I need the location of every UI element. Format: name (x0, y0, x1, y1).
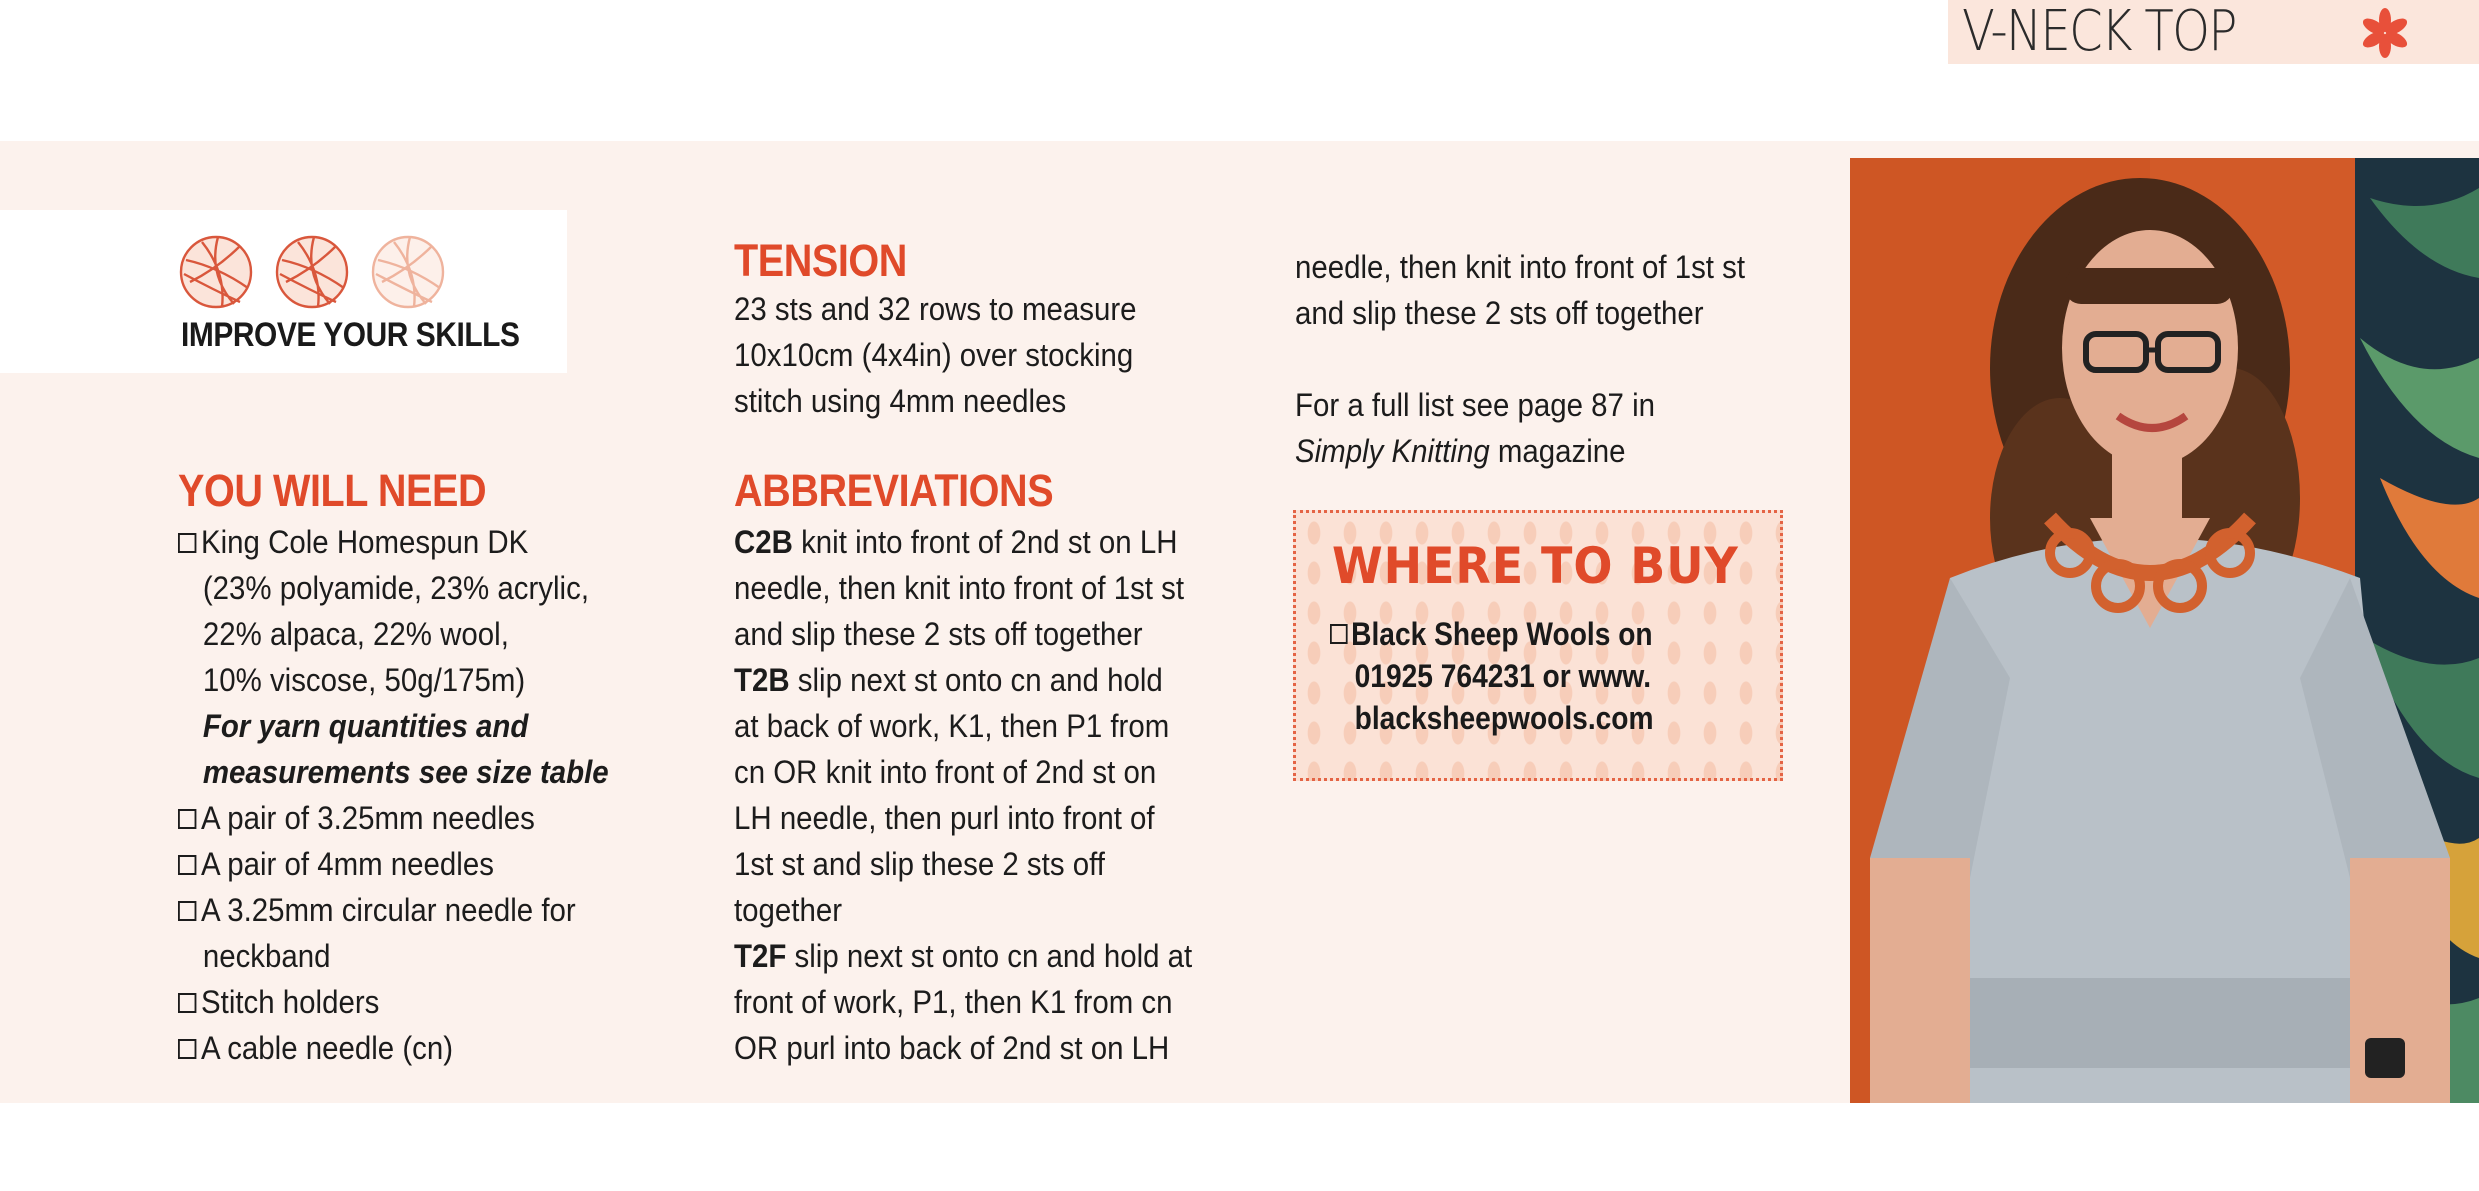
checkbox-icon (178, 533, 196, 553)
checkbox-icon (1330, 624, 1348, 644)
where-to-buy-box (1293, 510, 1783, 781)
tension-line: stitch using 4mm needles (734, 383, 1067, 419)
list-item: A pair of 4mm needles (178, 841, 609, 887)
list-item: A cable needle (cn) (178, 1025, 609, 1071)
abbreviation-line: front of work, P1, then K1 from cn (734, 984, 1173, 1020)
list-item: King Cole Homespun DK (178, 519, 609, 565)
abbreviation-line: needle, then knit into front of 1st st (1295, 249, 1746, 285)
yarn-ball-icon (277, 237, 347, 307)
where-to-buy-line: 01925 764231 or www. (1354, 658, 1652, 694)
you-will-need-section (178, 466, 646, 1071)
abbreviation-line: cn OR knit into front of 2nd st on (734, 754, 1157, 790)
yarn-ball-rating-icon (178, 232, 458, 312)
yarn-note-line: measurements see size table (202, 754, 609, 790)
tension-line: 23 sts and 32 rows to measure (734, 291, 1137, 327)
abbreviation-line: and slip these 2 sts off together (734, 616, 1143, 652)
abbreviation-entry: T2F slip next st onto cn and hold at (734, 938, 1193, 974)
page-title: V-NECK TOP (1962, 0, 2236, 64)
abbreviations-heading: ABBREVIATIONS (734, 465, 1054, 516)
magazine-reference: Simply Knitting magazine (1295, 433, 1626, 469)
list-item: A 3.25mm circular needle for (178, 887, 609, 933)
list-item-continued: neckband (202, 938, 331, 974)
tension-heading: TENSION (734, 235, 907, 286)
model-photo (1850, 158, 2479, 1103)
skill-level-box (0, 210, 567, 373)
abbreviations-continued (1295, 244, 1784, 474)
asterisk-icon (2358, 6, 2412, 60)
abbreviation-entry: T2B slip next st onto cn and hold (734, 662, 1163, 698)
where-to-buy-details (1330, 613, 1654, 739)
checkbox-icon (178, 993, 196, 1013)
abbreviation-line: and slip these 2 sts off together (1295, 295, 1704, 331)
abbreviations-section (734, 466, 1232, 1071)
abbreviation-line: 1st st and slip these 2 sts off (734, 846, 1105, 882)
abbreviation-line: OR purl into back of 2nd st on LH (734, 1030, 1170, 1066)
skill-level-label: IMPROVE YOUR SKILLS (181, 316, 520, 354)
where-to-buy-line: blacksheepwools.com (1354, 700, 1654, 736)
list-item: Stitch holders (178, 979, 609, 1025)
abbreviation-line: together (734, 892, 843, 928)
tension-line: 10x10cm (4x4in) over stocking (734, 337, 1134, 373)
yarn-detail-line: (23% polyamide, 23% acrylic, (202, 570, 589, 606)
checkbox-icon (178, 1039, 196, 1059)
yarn-detail-line: 10% viscose, 50g/175m) (202, 662, 526, 698)
abbreviation-line: LH needle, then purl into front of (734, 800, 1155, 836)
abbreviation-line: at back of work, K1, then P1 from (734, 708, 1170, 744)
checkbox-icon (178, 901, 196, 921)
list-item: A pair of 3.25mm needles (178, 795, 609, 841)
where-to-buy-heading: WHERE TO BUY (1332, 537, 1739, 595)
yarn-ball-icon (181, 237, 251, 307)
tension-section (734, 236, 1172, 424)
yarn-detail-line: 22% alpaca, 22% wool, (202, 616, 509, 652)
checkbox-icon (178, 855, 196, 875)
abbreviation-code: C2B (734, 524, 793, 560)
abbreviation-entry: C2B knit into front of 2nd st on LH (734, 524, 1178, 560)
abbreviation-line: needle, then knit into front of 1st st (734, 570, 1185, 606)
yarn-note-line: For yarn quantities and (202, 708, 529, 744)
yarn-ball-icon (373, 237, 443, 307)
full-list-note: For a full list see page 87 in (1295, 387, 1656, 423)
abbreviation-code: T2F (734, 938, 787, 974)
checkbox-icon (178, 809, 196, 829)
list-item: Black Sheep Wools on (1330, 613, 1654, 655)
you-will-need-heading: YOU WILL NEED (178, 465, 487, 516)
abbreviation-code: T2B (734, 662, 790, 698)
